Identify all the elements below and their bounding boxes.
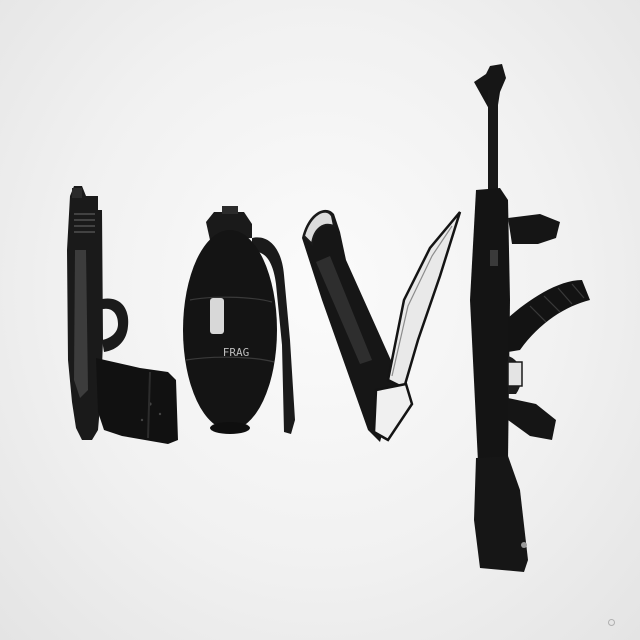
rifle-letter-e bbox=[470, 64, 590, 572]
grenade-marking: FRAG bbox=[222, 346, 250, 359]
pistol-letter-l bbox=[67, 186, 178, 444]
knife-letter-v bbox=[302, 210, 460, 442]
grenade-letter-o bbox=[183, 206, 295, 434]
fineprint-right bbox=[608, 619, 618, 626]
copyright-mark-icon bbox=[608, 619, 615, 626]
